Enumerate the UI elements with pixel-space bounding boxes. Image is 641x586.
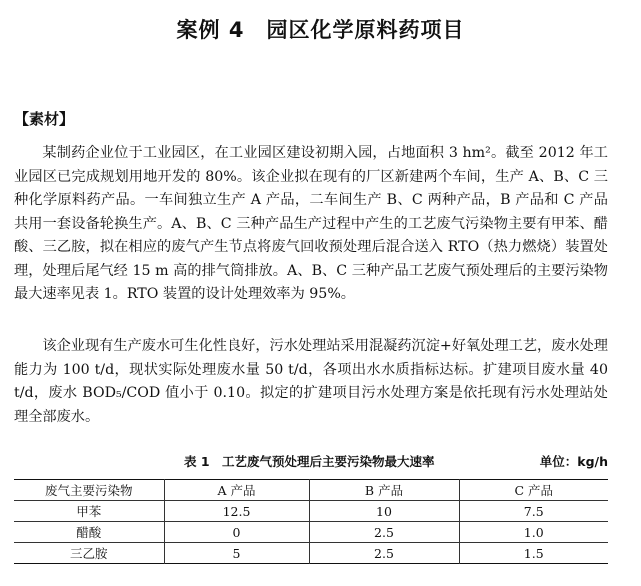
cell-value: 5 <box>164 543 309 564</box>
paragraph-background: 某制药企业位于工业园区，在工业园区建设初期入园，占地面积 3 hm²。截至 2012 年工业园区已完成规划用地开发的 80%。该企业拟在现有的厂区新建两个车间，生产 A、B、C 三种化学原料药产品。一车间独立生产 A 产品，二车间生产 B、C 两种产品，B 产品和 C 产品共用一套设备轮换生产。A、B、C 三种产品生产过程中产生的工艺废气污染物主要有甲苯、醋酸、三乙胺，拟在相应的废气产生节点将废气回收预处理后混合送入 RTO（热力燃烧）装置处理，处理后尾气经 15 m 高的排气筒排放。A、B、C 三种产品工艺废气预处理后的主要污染物最大速率见表 1。RTO 装置的设计处理效率为 95%。 <box>14 145 608 302</box>
cell-value: 2.5 <box>309 543 459 564</box>
header-pollutant: 废气主要污染物 <box>14 480 164 501</box>
page-title <box>0 14 641 44</box>
table-row <box>14 501 608 522</box>
header-product-c: C 产品 <box>459 480 608 501</box>
emission-rate-table <box>14 479 608 564</box>
cell-value: 10 <box>309 501 459 522</box>
header-product-a: A 产品 <box>164 480 309 501</box>
table-header-row <box>14 480 608 501</box>
header-product-b: B 产品 <box>309 480 459 501</box>
cell-pollutant: 甲苯 <box>14 501 164 522</box>
cell-pollutant: 三乙胺 <box>14 543 164 564</box>
table-caption: 表 1 工艺废气预处理后主要污染物最大速率 <box>184 454 435 469</box>
cell-value: 7.5 <box>459 501 608 522</box>
cell-pollutant: 醋酸 <box>14 522 164 543</box>
table-unit: 单位：kg/h <box>539 454 608 469</box>
case-number: 案例 4 <box>176 18 245 42</box>
cell-value: 0 <box>164 522 309 543</box>
cell-value: 1.5 <box>459 543 608 564</box>
case-title: 园区化学原料药项目 <box>266 18 465 42</box>
table-row <box>14 543 608 564</box>
section-heading: 【素材】 <box>14 110 75 128</box>
cell-value: 2.5 <box>309 522 459 543</box>
cell-value: 1.0 <box>459 522 608 543</box>
paragraph-wastewater: 该企业现有生产废水可生化性良好，污水处理站采用混凝药沉淀+好氧处理工艺，废水处理能力为 100 t/d，现状实际处理废水量 50 t/d，各项出水水质指标达标。扩建项目废水量 40 t/d，废水 BOD₅/COD 值小于 0.10。拟定的扩建项目污水处理方案是依托现有污水处理站处理全部废水。 <box>14 338 608 425</box>
table-row <box>14 522 608 543</box>
cell-value: 12.5 <box>164 501 309 522</box>
